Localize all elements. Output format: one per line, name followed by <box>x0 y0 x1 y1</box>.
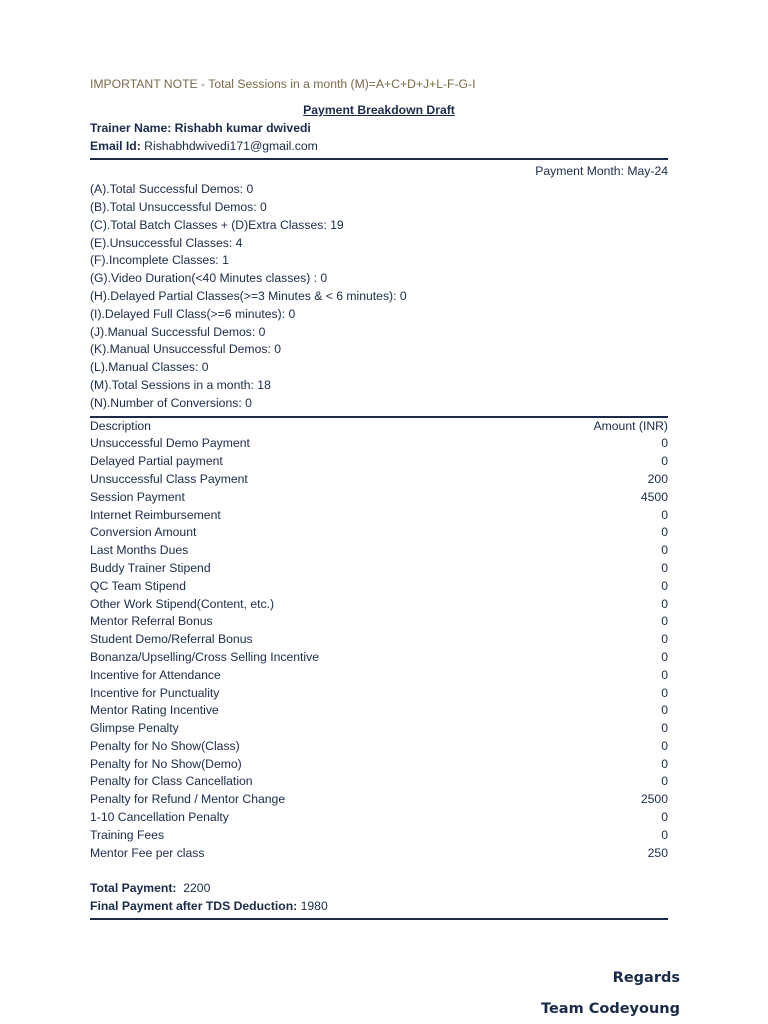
row-description: QC Team Stipend <box>90 578 186 593</box>
table-row <box>90 809 668 827</box>
stat-line: (J).Manual Successful Demos: 0 <box>90 324 266 339</box>
row-amount: 0 <box>661 454 668 469</box>
stat-line: (K).Manual Unsuccessful Demos: 0 <box>90 342 282 357</box>
table-row <box>90 613 668 631</box>
total-payment-value: 2200 <box>176 881 211 896</box>
row-description: Penalty for Refund / Mentor Change <box>90 792 286 807</box>
stat-line: (F).Incomplete Classes: 1 <box>90 253 229 268</box>
team-signature: Team Codeyoung <box>541 1001 680 1017</box>
row-amount: 200 <box>647 471 668 486</box>
row-amount: 0 <box>661 560 668 575</box>
row-amount: 250 <box>647 845 668 860</box>
table-row <box>90 596 668 614</box>
row-description: Last Months Dues <box>90 543 189 558</box>
table-row <box>90 773 668 791</box>
row-amount: 0 <box>661 667 668 682</box>
table-row <box>90 631 668 649</box>
row-description: Internet Reimbursement <box>90 507 221 522</box>
row-amount: 0 <box>661 774 668 789</box>
final-payment-value: 1980 <box>297 899 328 914</box>
table-row <box>90 560 668 578</box>
table-row <box>90 649 668 667</box>
row-amount: 0 <box>661 543 668 558</box>
payment-document <box>90 76 668 920</box>
row-amount: 0 <box>661 525 668 540</box>
table-row <box>90 756 668 774</box>
table-row <box>90 507 668 525</box>
row-amount: 0 <box>661 596 668 611</box>
row-amount: 0 <box>661 507 668 522</box>
row-amount: 0 <box>661 738 668 753</box>
email-line <box>90 138 668 156</box>
row-description: Incentive for Attendance <box>90 667 221 682</box>
table-row <box>90 667 668 685</box>
table-row <box>90 791 668 809</box>
row-description: Conversion Amount <box>90 525 197 540</box>
trainer-name: Trainer Name: Rishabh kumar dwivedi <box>90 120 311 135</box>
row-description: Glimpse Penalty <box>90 721 179 736</box>
row-amount: 0 <box>661 685 668 700</box>
table-header <box>90 418 668 436</box>
stat-line: (L).Manual Classes: 0 <box>90 360 209 375</box>
row-amount: 0 <box>661 436 668 451</box>
stat-line: (A).Total Successful Demos: 0 <box>90 182 254 197</box>
table-row <box>90 685 668 703</box>
row-description: Penalty for No Show(Class) <box>90 738 240 753</box>
row-amount: 0 <box>661 721 668 736</box>
row-amount: 0 <box>661 578 668 593</box>
row-amount: 0 <box>661 632 668 647</box>
row-description: Mentor Referral Bonus <box>90 614 213 629</box>
row-description: 1-10 Cancellation Penalty <box>90 810 229 825</box>
table-body <box>90 435 668 862</box>
row-description: Session Payment <box>90 489 185 504</box>
stat-line: (G).Video Duration(<40 Minutes classes) : 0 <box>90 271 328 286</box>
payment-table <box>90 418 668 863</box>
regards-text: Regards <box>612 970 680 986</box>
divider-bottom <box>90 918 668 920</box>
row-amount: 0 <box>661 810 668 825</box>
email-value: Rishabhdwivedi171@gmail.com <box>140 138 318 153</box>
column-header-amount: Amount (INR) <box>593 418 668 433</box>
document-title: Payment Breakdown Draft <box>303 103 455 117</box>
row-description: Delayed Partial payment <box>90 454 223 469</box>
payment-month: Payment Month: May-24 <box>535 164 668 179</box>
stat-line: (I).Delayed Full Class(>=6 minutes): 0 <box>90 306 296 321</box>
table-row <box>90 435 668 453</box>
session-stats <box>90 181 668 412</box>
table-row <box>90 542 668 560</box>
table-row <box>90 827 668 845</box>
row-description: Buddy Trainer Stipend <box>90 560 211 575</box>
row-description: Student Demo/Referral Bonus <box>90 632 253 647</box>
row-description: Other Work Stipend(Content, etc.) <box>90 596 275 611</box>
row-description: Unsuccessful Demo Payment <box>90 436 250 451</box>
stat-line: (N).Number of Conversions: 0 <box>90 395 252 410</box>
stat-line: (H).Delayed Partial Classes(>=3 Minutes & < 6 minutes): 0 <box>90 288 407 303</box>
table-row <box>90 524 668 542</box>
row-description: Training Fees <box>90 827 165 842</box>
stat-line: (C).Total Batch Classes + (D)Extra Classes: 19 <box>90 217 344 232</box>
row-description: Penalty for Class Cancellation <box>90 774 253 789</box>
row-amount: 0 <box>661 703 668 718</box>
table-row <box>90 471 668 489</box>
total-payment <box>90 880 668 898</box>
row-description: Penalty for No Show(Demo) <box>90 756 242 771</box>
table-row <box>90 489 668 507</box>
stat-line: (B).Total Unsuccessful Demos: 0 <box>90 199 267 214</box>
total-payment-label: Total Payment: <box>90 881 177 896</box>
row-amount: 4500 <box>640 489 668 504</box>
stat-line: (M).Total Sessions in a month: 18 <box>90 377 271 392</box>
table-row <box>90 453 668 471</box>
table-row <box>90 738 668 756</box>
email-label: Email Id: <box>90 138 141 153</box>
row-description: Bonanza/Upselling/Cross Selling Incentive <box>90 649 319 664</box>
row-amount: 2500 <box>640 792 668 807</box>
important-note: IMPORTANT NOTE - Total Sessions in a month (M)=A+C+D+J+L-F-G-I <box>90 77 476 91</box>
table-row <box>90 720 668 738</box>
table-row <box>90 702 668 720</box>
divider-top <box>90 158 668 160</box>
row-amount: 0 <box>661 756 668 771</box>
final-payment-label: Final Payment after TDS Deduction: <box>90 899 298 914</box>
final-payment <box>90 898 668 916</box>
row-amount: 0 <box>661 827 668 842</box>
row-amount: 0 <box>661 614 668 629</box>
row-description: Mentor Fee per class <box>90 845 205 860</box>
column-header-description: Description <box>90 418 151 433</box>
row-description: Incentive for Punctuality <box>90 685 220 700</box>
stat-line: (E).Unsuccessful Classes: 4 <box>90 235 243 250</box>
totals-section <box>90 880 668 916</box>
row-description: Unsuccessful Class Payment <box>90 471 248 486</box>
table-row <box>90 845 668 863</box>
row-description: Mentor Rating Incentive <box>90 703 219 718</box>
table-row <box>90 578 668 596</box>
row-amount: 0 <box>661 649 668 664</box>
